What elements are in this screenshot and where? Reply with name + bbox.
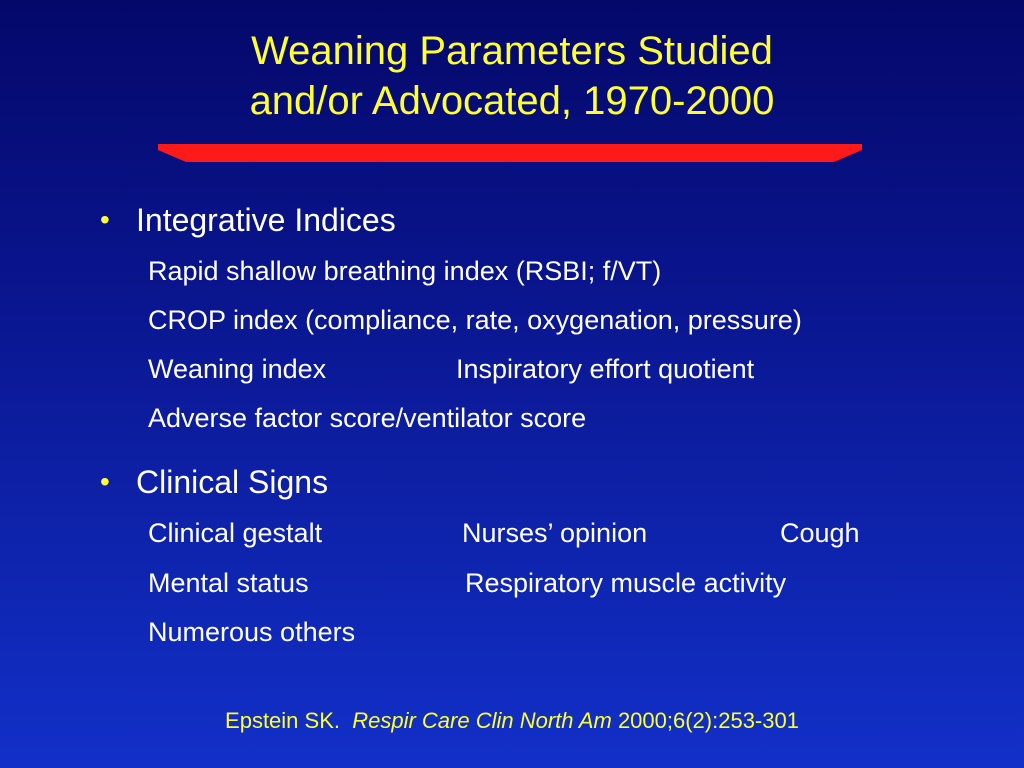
citation-author: Epstein SK.	[225, 708, 340, 733]
slide-title	[0, 26, 1024, 126]
list-item: Adverse factor score/ventilator score	[148, 403, 587, 433]
bullet-icon: •	[100, 466, 110, 497]
bullet-icon: •	[100, 204, 110, 235]
list-item: Rapid shallow breathing index (RSBI; f/VT)	[148, 256, 662, 286]
list-item: Numerous others	[148, 617, 356, 647]
list-item: Nurses’ opinion	[462, 518, 648, 548]
title-line-2: and/or Advocated, 1970-2000	[249, 79, 775, 123]
list-item: Cough	[780, 518, 860, 548]
list-item: Mental status	[148, 568, 309, 598]
list-item: Inspiratory effort quotient	[456, 354, 755, 384]
section-heading: Clinical Signs	[136, 464, 329, 500]
citation-details: 2000;6(2):253-301	[617, 708, 799, 733]
citation	[0, 706, 1024, 736]
title-underline-bar	[158, 144, 862, 162]
list-item: Clinical gestalt	[148, 518, 323, 548]
title-line-1: Weaning Parameters Studied	[251, 29, 773, 73]
citation-journal: Respir Care Clin North Am	[352, 708, 612, 733]
list-item: CROP index (compliance, rate, oxygenation, pressure)	[148, 305, 802, 335]
section-heading: Integrative Indices	[136, 202, 396, 238]
list-item: Weaning index	[148, 354, 327, 384]
list-item: Respiratory muscle activity	[465, 568, 787, 598]
